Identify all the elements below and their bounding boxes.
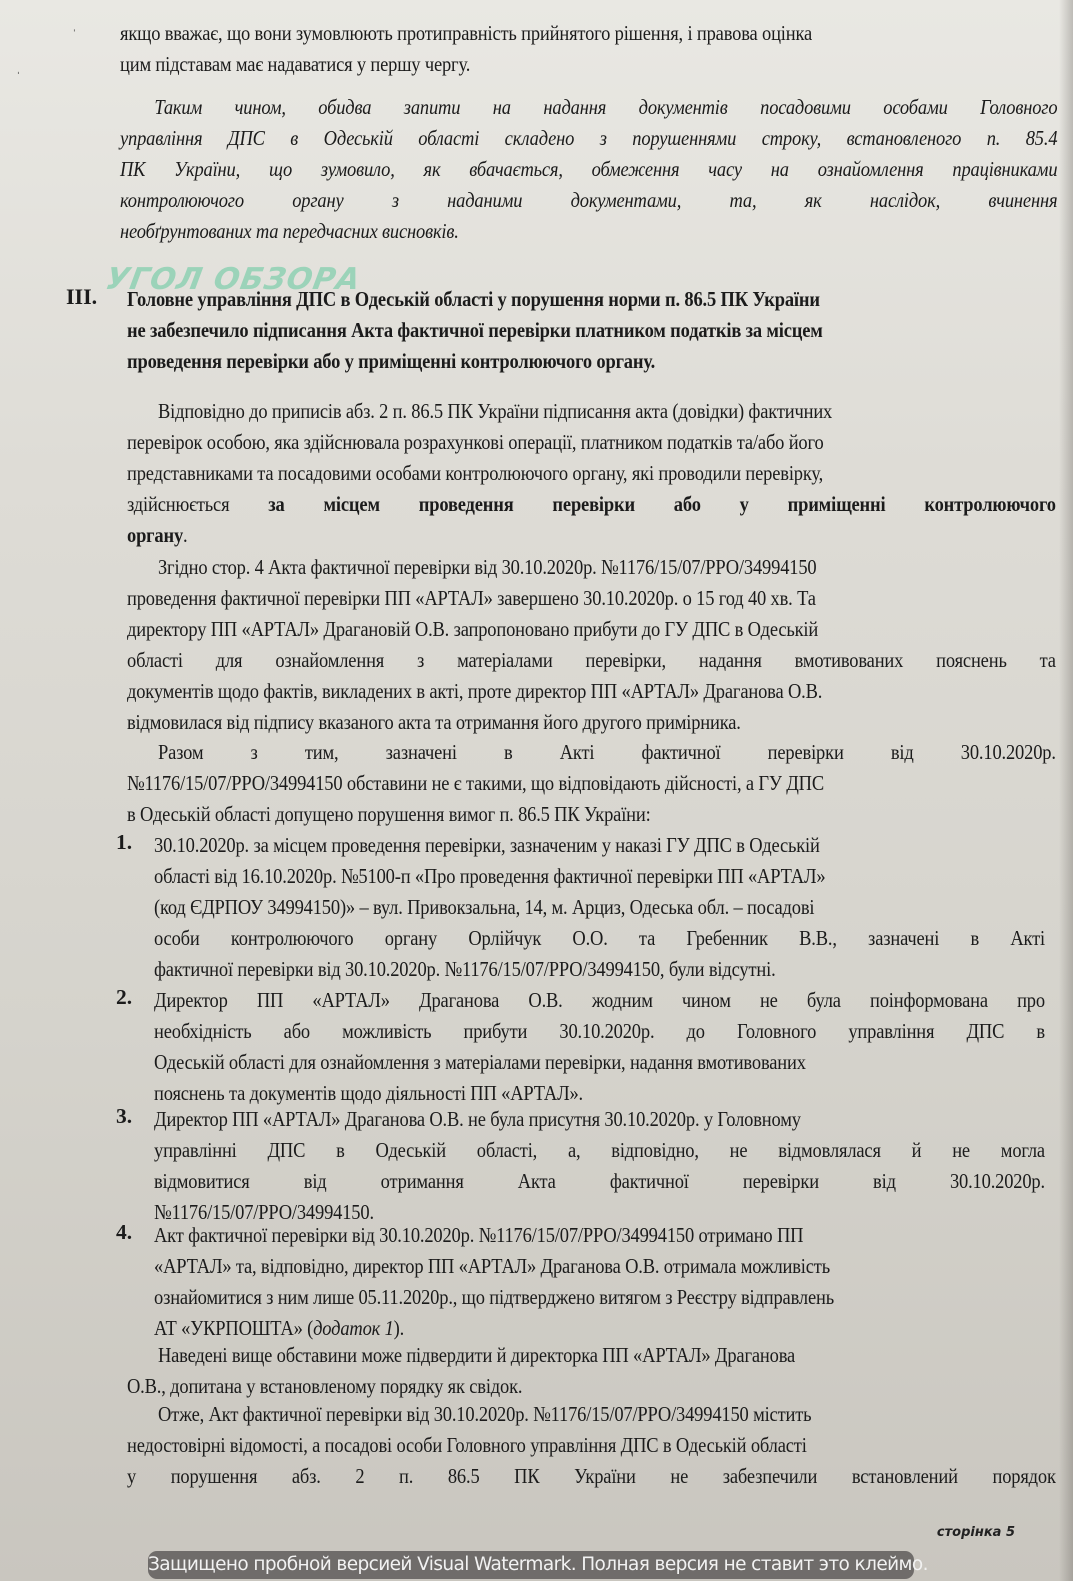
plain-text: АТ «УКРПОШТА» ( [154, 1316, 314, 1340]
page-number: сторінка 5 [936, 1525, 1015, 1540]
text-line: директору ПП «АРТАЛ» Драгановій О.В. запропоновано прибути до ГУ ДПС в Одеській [127, 617, 819, 641]
text-line: Відповідно до приписів абз. 2 п. 86.5 ПК України підписання акта (довідки) фактичних [157, 399, 833, 423]
text-line: у порушення абз. 2 п. 86.5 ПК України не забезпечили встановлений порядок [127, 1464, 1056, 1488]
text-line: цим підставам має надаватися у першу чергу. [120, 52, 471, 76]
text-line: проведення фактичної перевірки ПП «АРТАЛ» завершено 30.10.2020р. о 15 год 40 хв. Та [127, 586, 816, 610]
list-item [154, 1220, 1045, 1344]
text-line: області для ознайомлення з матеріалами перевірки, надання вмотивованих пояснень та [127, 648, 1056, 672]
heading-line: проведення перевірки або у приміщенні контролюючого органу. [127, 349, 656, 373]
text-line: необґрунтованих та передчасних висновків. [120, 219, 459, 243]
bold-text: органу [127, 523, 184, 547]
text-line: Отже, Акт фактичної перевірки від 30.10.2020р. №1176/15/07/РРО/34994150 містить [157, 1402, 812, 1426]
text-line: Таким чином, обидва запити на надання документів посадовими особами Головного [154, 95, 1058, 119]
text-line: області від 16.10.2020р. №5100-п «Про проведення фактичної перевірки ПП «АРТАЛ» [154, 864, 826, 888]
list-item [154, 1104, 1045, 1228]
text-line: управління ДПС в Одеській області складено з порушеннями строку, встановленого п. 85.4 [120, 126, 1058, 150]
trial-watermark-banner: Защищено пробной версией Visual Watermark. Полная версия не ставит это клеймо. [148, 1551, 914, 1579]
text-line: Згідно стор. 4 Акта фактичної перевірки від 30.10.2020р. №1176/15/07/РРО/34994150 [157, 555, 817, 579]
text-line [127, 489, 1056, 520]
intro-paragraph [120, 18, 1066, 80]
text-line: (код ЄДРПОУ 34994150)» – вул. Привокзальна, 14, м. Арциз, Одеська обл. – посадові [154, 895, 815, 919]
text-line: №1176/15/07/РРО/34994150 обставини не є такими, що відповідають дійсності, а ГУ ДПС [127, 771, 825, 795]
italic-conclusion-paragraph [120, 92, 1057, 247]
text-line: представниками та посадовими особами контролюючого органу, які проводили перевірку, [127, 461, 824, 485]
text-line: Директор ПП «АРТАЛ» Драганова О.В. жодним чином не була поінформована про [154, 988, 1045, 1012]
text-line: відмовилася від підпису вказаного акта та отримання його другого примірника. [127, 710, 741, 734]
text-line: Одеській області для ознайомлення з матеріалами перевірки, надання вмотивованих [154, 1050, 806, 1074]
text-line: ознайомитися з ним лише 05.11.2020р., що підтверджено витягом з Реєстру відправлень [154, 1285, 834, 1309]
plain-text: ). [393, 1316, 405, 1340]
text-line: в Одеській області допущено порушення вимог п. 86.5 ПК України: [127, 802, 651, 826]
therefore-paragraph [127, 1399, 1056, 1492]
text-line: Акт фактичної перевірки від 30.10.2020р. №1176/15/07/РРО/34994150 отримано ПП [154, 1223, 804, 1247]
text-line: недостовірні відомості, а посадові особи Головного управління ДПС в Одеській області [127, 1433, 807, 1457]
text-line: відмовитися від отримання Акта фактичної перевірки від 30.10.2020р. [154, 1169, 1045, 1193]
regulation-paragraph [127, 396, 1056, 551]
text-line: «АРТАЛ» та, відповідно, директор ПП «АРТАЛ» Драганова О.В. отримала можливість [154, 1254, 830, 1278]
text-line: контролюючого органу з наданими документами, та, як наслідок, вчинення [120, 188, 1058, 212]
however-paragraph [127, 737, 1056, 830]
list-item [154, 830, 1045, 985]
text-line: документів щодо фактів, викладених в акті, проте директор ПП «АРТАЛ» Драганова О.В. [127, 679, 823, 703]
text-line: Наведені вище обставини може підвердити й директорка ПП «АРТАЛ» Драганова [157, 1343, 796, 1367]
heading-line: не забезпечило підписання Акта фактичної перевірки платником податків за місцем [127, 318, 823, 342]
heading-line: Головне управління ДПС в Одеській області у порушення норми п. 86.5 ПК України [127, 287, 820, 311]
list-number: 1. [116, 830, 133, 854]
text-line: Разом з тим, зазначені в Акті фактичної перевірки від 30.10.2020р. [157, 740, 1056, 764]
text-line: ПК України, що зумовило, як вбачається, обмеження часу на ознайомлення працівниками [120, 157, 1058, 181]
witness-paragraph [127, 1340, 1056, 1402]
text-line: якщо вважає, що вони зумовлюють протиправність прийнятого рішення, і правова оцінка [120, 21, 813, 45]
section-heading [127, 284, 1056, 377]
text-line: особи контролюючого органу Орлійчук О.О. та Гребенник В.В., зазначені в Акті [154, 926, 1045, 950]
page-edge-shadow [1059, 0, 1073, 1581]
text-line: пояснень та документів щодо діяльності ПП «АРТАЛ». [154, 1081, 583, 1105]
text-line: управлінні ДПС в Одеській області, а, відповідно, не відмовлялася й не могла [154, 1138, 1045, 1162]
text-line: 30.10.2020р. за місцем проведення перевірки, зазначеним у наказі ГУ ДПС в Одеській [154, 833, 820, 857]
act-paragraph [127, 552, 1056, 738]
text-line: Директор ПП «АРТАЛ» Драганова О.В. не була присутня 30.10.2020р. у Головному [154, 1107, 801, 1131]
list-number: 2. [116, 985, 133, 1009]
plain-text: . [183, 523, 188, 547]
list-item [154, 985, 1045, 1109]
margin-mark: ˈ [72, 28, 77, 43]
text-line: №1176/15/07/РРО/34994150. [154, 1200, 374, 1224]
bold-text: за місцем проведення перевірки або у приміщенні контролюючого [268, 492, 1056, 516]
attachment-reference: додаток 1 [313, 1316, 394, 1340]
text-line: фактичної перевірки від 30.10.2020р. №1176/15/07/РРО/34994150, були відсутні. [154, 957, 776, 981]
section-number: ІІІ. [66, 284, 98, 309]
green-logo-watermark: УГОЛ ОБЗОРА [102, 262, 364, 297]
list-number: 4. [116, 1220, 133, 1244]
list-number: 3. [116, 1104, 133, 1128]
text-line: перевірок особою, яка здійснювала розрахункові операції, платником податків та/або його [127, 430, 824, 454]
margin-mark: ˌ [16, 60, 21, 75]
text-line: необхідність або можливість прибути 30.10.2020р. до Головного управління ДПС в [154, 1019, 1045, 1043]
plain-text: здійснюється [127, 492, 269, 516]
text-line: О.В., допитана у встановленому порядку як свідок. [127, 1374, 523, 1398]
text-line [127, 520, 1056, 551]
